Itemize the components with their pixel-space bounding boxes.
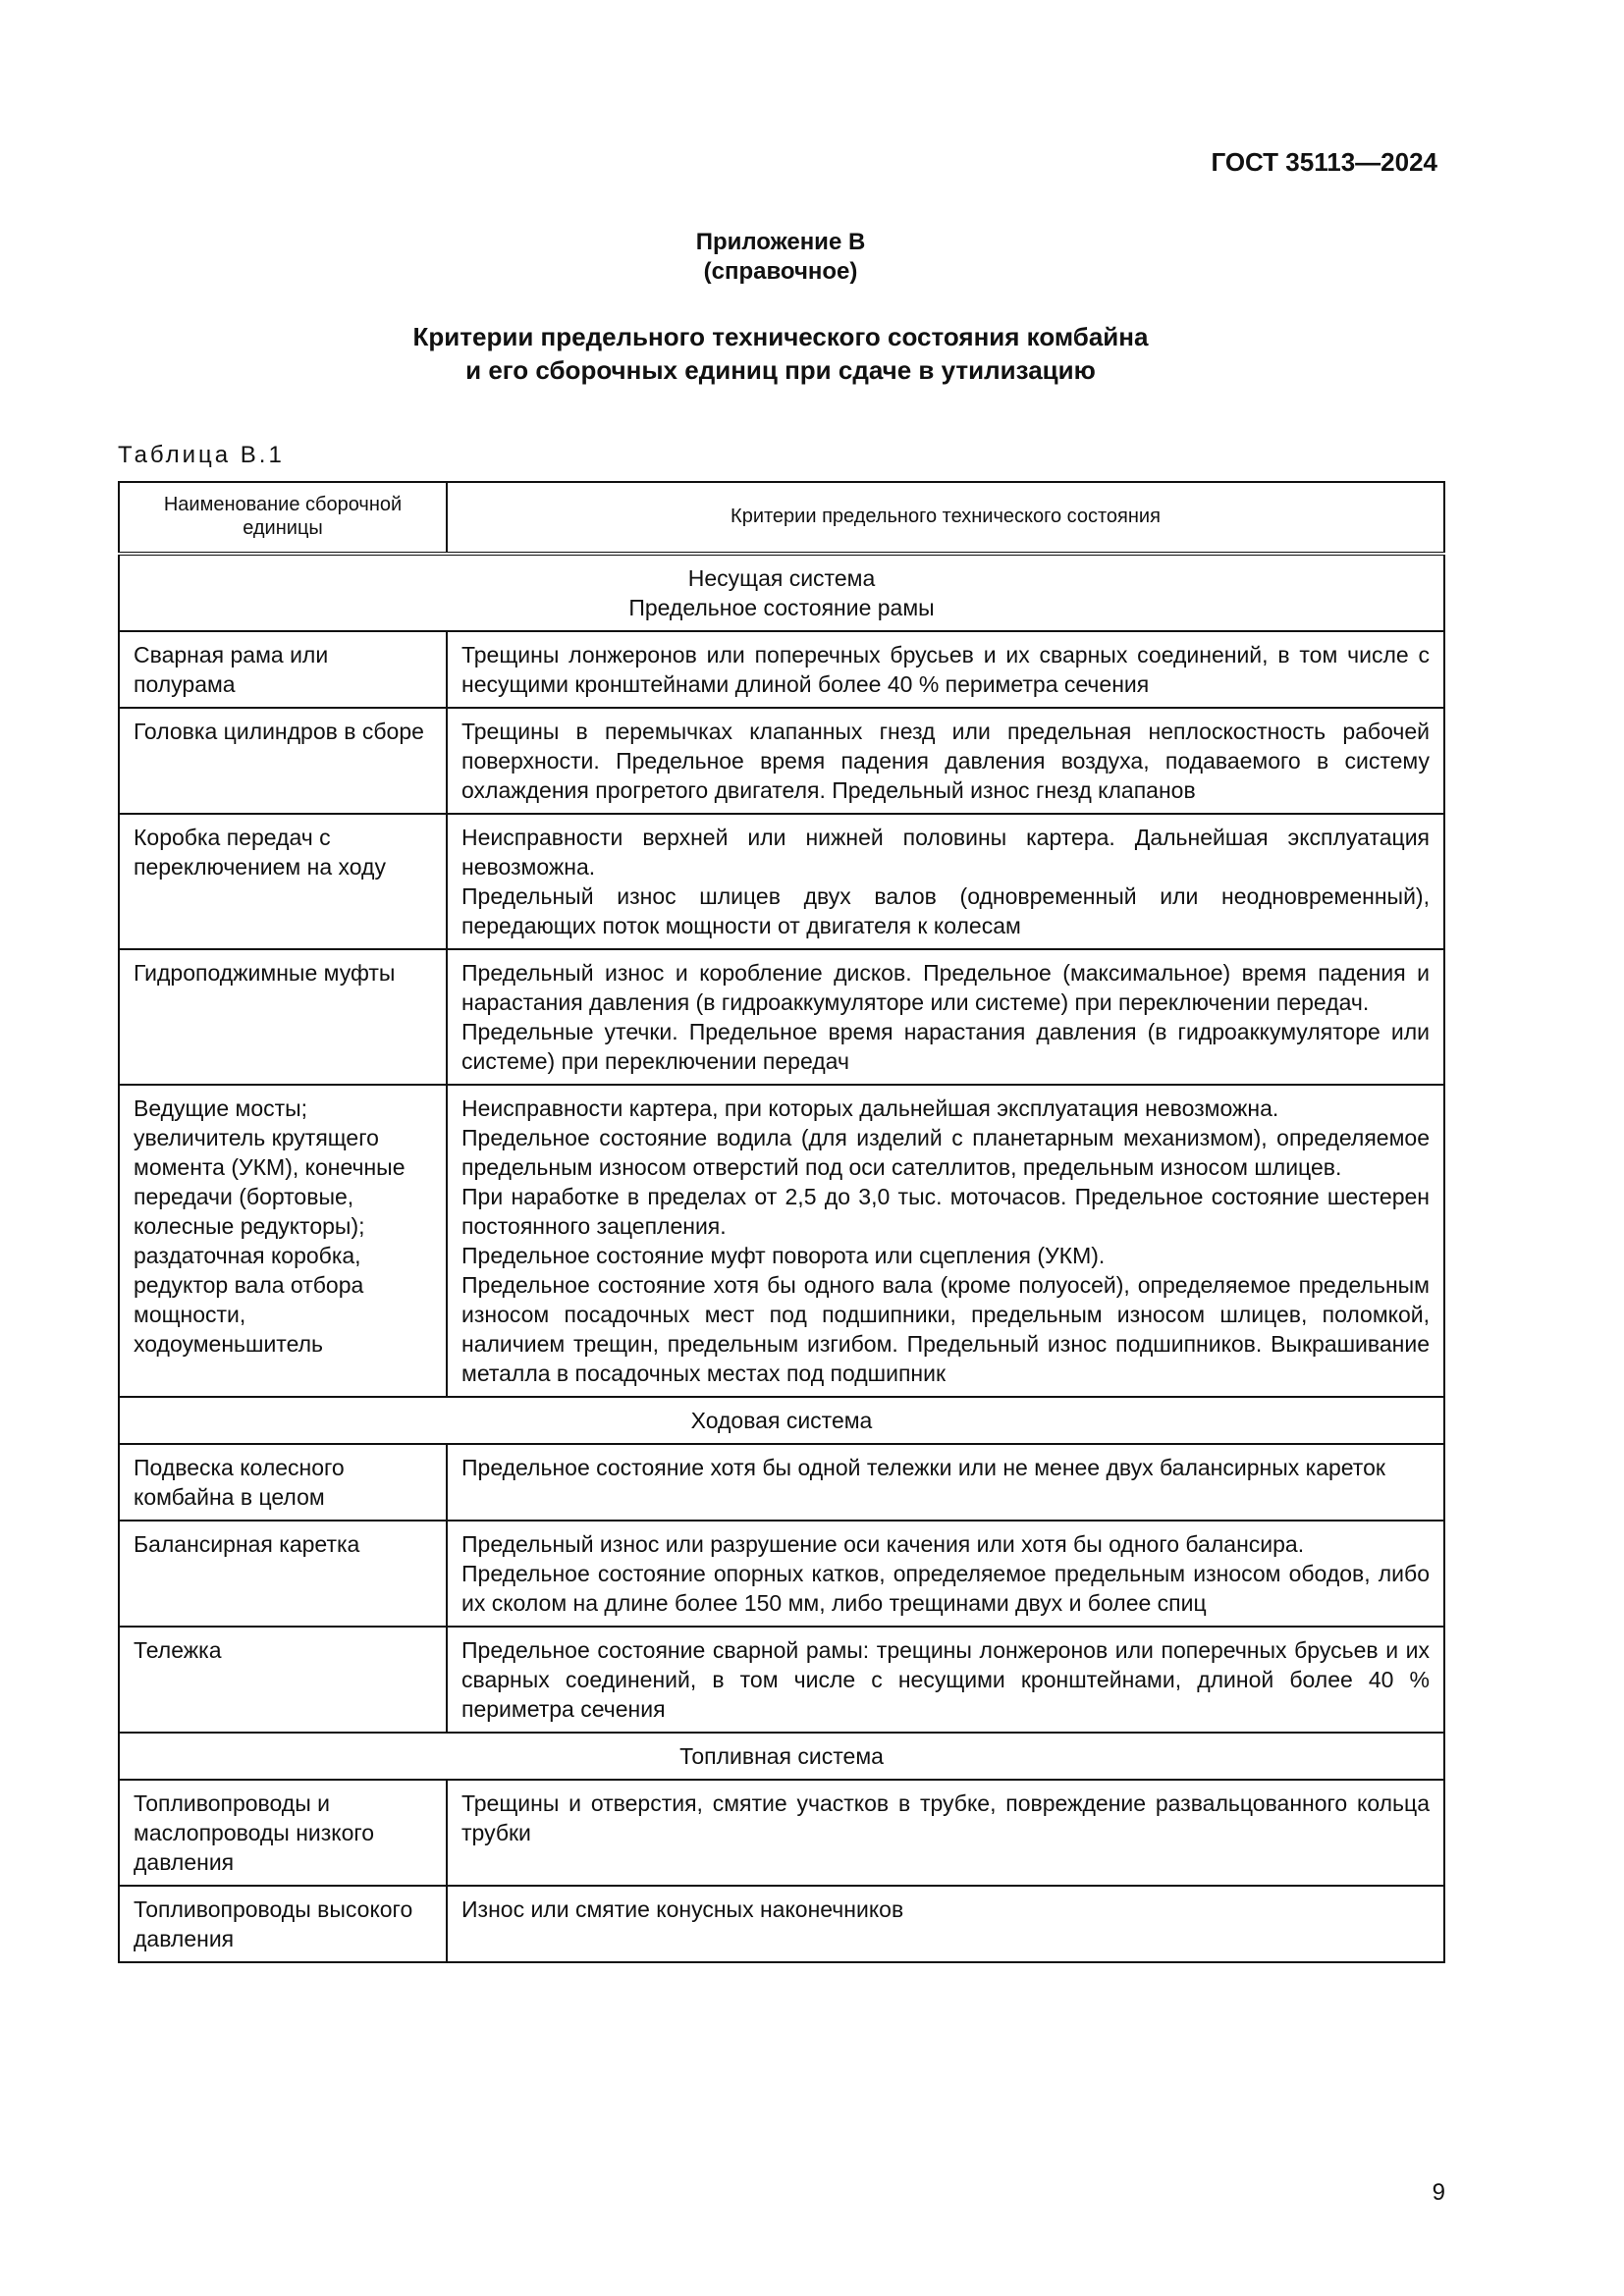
table-row	[119, 949, 1444, 1085]
unit-cell: Коробка передач с переключением на ходу	[119, 814, 447, 949]
criteria-paragraph: Предельные утечки. Предельное время нарастания давления (в гидроаккумуляторе или системе) при переключении передач	[461, 1019, 1430, 1074]
criteria-paragraph: Износ или смятие конусных наконечников	[461, 1896, 904, 1922]
criteria-paragraph: Трещины лонжеронов или поперечных брусьев и их сварных соединений, в том числе с несущими кронштейнами длиной более 40 % периметра сечения	[461, 642, 1430, 697]
document-code: ГОСТ 35113—2024	[1211, 147, 1437, 177]
criteria-paragraph: Предельное состояние сварной рамы: трещины лонжеронов или поперечных брусьев и их сварных соединений, в том числе с несущими кронштейнами, длиной более 40 % периметра сечения	[461, 1637, 1430, 1722]
column-header-unit: Наименование сборочной единицы	[119, 482, 447, 554]
table-row	[119, 1886, 1444, 1962]
section-title	[119, 1397, 1444, 1444]
criteria-paragraph: Предельный износ шлицев двух валов (одновременный или неодновременный), передающих поток мощности от двигателя к колесам	[461, 883, 1430, 938]
annex-status: (справочное)	[703, 258, 858, 285]
table-row	[119, 1085, 1444, 1397]
table-row	[119, 708, 1444, 814]
criteria-table	[118, 481, 1445, 1963]
criteria-paragraph: Трещины и отверстия, смятие участков в трубке, повреждение развальцованного кольца трубки	[461, 1790, 1430, 1845]
table-row	[119, 1444, 1444, 1521]
annex-heading	[0, 228, 1561, 387]
section-title-line: Ходовая система	[690, 1408, 873, 1433]
criteria-cell	[447, 1627, 1444, 1733]
criteria-cell	[447, 814, 1444, 949]
criteria-paragraph: Предельное состояние водила (для изделий с планетарным механизмом), определяемое предельным износом отверстий под оси сателлитов, предельным износом шлицев.	[461, 1125, 1430, 1180]
annex-title: Приложение В	[695, 229, 866, 255]
criteria-cell	[447, 949, 1444, 1085]
unit-cell: Подвеска колесного комбайна в целом	[119, 1444, 447, 1521]
table-body	[119, 554, 1444, 1962]
criteria-paragraph: Предельное состояние опорных катков, определяемое предельным износом ободов, либо их сколом на длине более 150 мм, либо трещинами двух и более спиц	[461, 1561, 1430, 1616]
criteria-paragraph: Предельное состояние хотя бы одной тележки или не менее двух балансирных кареток	[461, 1455, 1385, 1480]
criteria-cell	[447, 1886, 1444, 1962]
unit-cell: Головка цилиндров в сборе	[119, 708, 447, 814]
criteria-paragraph: Предельный износ и коробление дисков. Предельное (максимальное) время падения и нарастания давления (в гидроаккумуляторе или системе) при переключении передач.	[461, 960, 1430, 1015]
column-header-criteria: Критерии предельного технического состояния	[447, 482, 1444, 554]
criteria-cell	[447, 1521, 1444, 1627]
table-row	[119, 631, 1444, 708]
criteria-paragraph: Предельный износ или разрушение оси качения или хотя бы одного балансира.	[461, 1531, 1305, 1557]
unit-cell: Сварная рама или полурама	[119, 631, 447, 708]
unit-cell: Топливопроводы высокого давления	[119, 1886, 447, 1962]
main-title-line: Критерии предельного технического состояния комбайна	[412, 322, 1149, 351]
criteria-paragraph: Трещины в перемычках клапанных гнезд или предельная неплоскостность рабочей поверхности. Предельное время падения давления воздуха, подаваемого в систему охлаждения прогретого двигателя. Предельный износ гнезд клапанов	[461, 719, 1430, 803]
table-row	[119, 814, 1444, 949]
section-row	[119, 554, 1444, 631]
criteria-paragraph: Предельное состояние муфт поворота или сцепления (УКМ).	[461, 1243, 1106, 1268]
unit-cell: Гидроподжимные муфты	[119, 949, 447, 1085]
criteria-paragraph: При наработке в пределах от 2,5 до 3,0 тыс. моточасов. Предельное состояние шестерен постоянного зацепления.	[461, 1184, 1430, 1239]
criteria-paragraph: Неисправности картера, при которых дальнейшая эксплуатация невозможна.	[461, 1095, 1279, 1121]
table-row	[119, 1627, 1444, 1733]
criteria-paragraph: Предельное состояние хотя бы одного вала (кроме полуосей), определяемое предельным износом посадочных мест под подшипники, предельным износом шлицев, поломкой, наличием трещин, предельным изгибом. Предельный износ подшипников. Выкрашивание металла в посадочных местах под подшипник	[461, 1272, 1430, 1386]
unit-cell: Тележка	[119, 1627, 447, 1733]
section-row	[119, 1733, 1444, 1780]
criteria-cell	[447, 1444, 1444, 1521]
criteria-cell	[447, 708, 1444, 814]
table-header	[119, 482, 1444, 554]
main-title-line: и его сборочных единиц при сдаче в утилизацию	[465, 355, 1096, 385]
table-caption: Таблица В.1	[118, 442, 285, 468]
section-row	[119, 1397, 1444, 1444]
unit-cell: Ведущие мосты; увеличитель крутящего момента (УКМ), конечные передачи (бортовые, колесные редукторы); раздаточная коробка, редуктор вала отбора мощности, ходоуменьшитель	[119, 1085, 447, 1397]
criteria-cell	[447, 631, 1444, 708]
criteria-cell	[447, 1780, 1444, 1886]
criteria-paragraph: Неисправности верхней или нижней половины картера. Дальнейшая эксплуатация невозможна.	[461, 825, 1430, 880]
unit-cell: Топливопроводы и маслопроводы низкого давления	[119, 1780, 447, 1886]
section-title-line: Несущая система	[687, 565, 876, 591]
criteria-cell	[447, 1085, 1444, 1397]
page-number: 9	[1432, 2179, 1445, 2206]
section-title	[119, 554, 1444, 631]
unit-cell: Балансирная каретка	[119, 1521, 447, 1627]
table-row	[119, 1521, 1444, 1627]
main-title	[0, 320, 1561, 387]
section-title	[119, 1733, 1444, 1780]
section-title-line: Предельное состояние рамы	[628, 595, 935, 620]
table-row	[119, 1780, 1444, 1886]
section-title-line: Топливная система	[679, 1743, 884, 1769]
